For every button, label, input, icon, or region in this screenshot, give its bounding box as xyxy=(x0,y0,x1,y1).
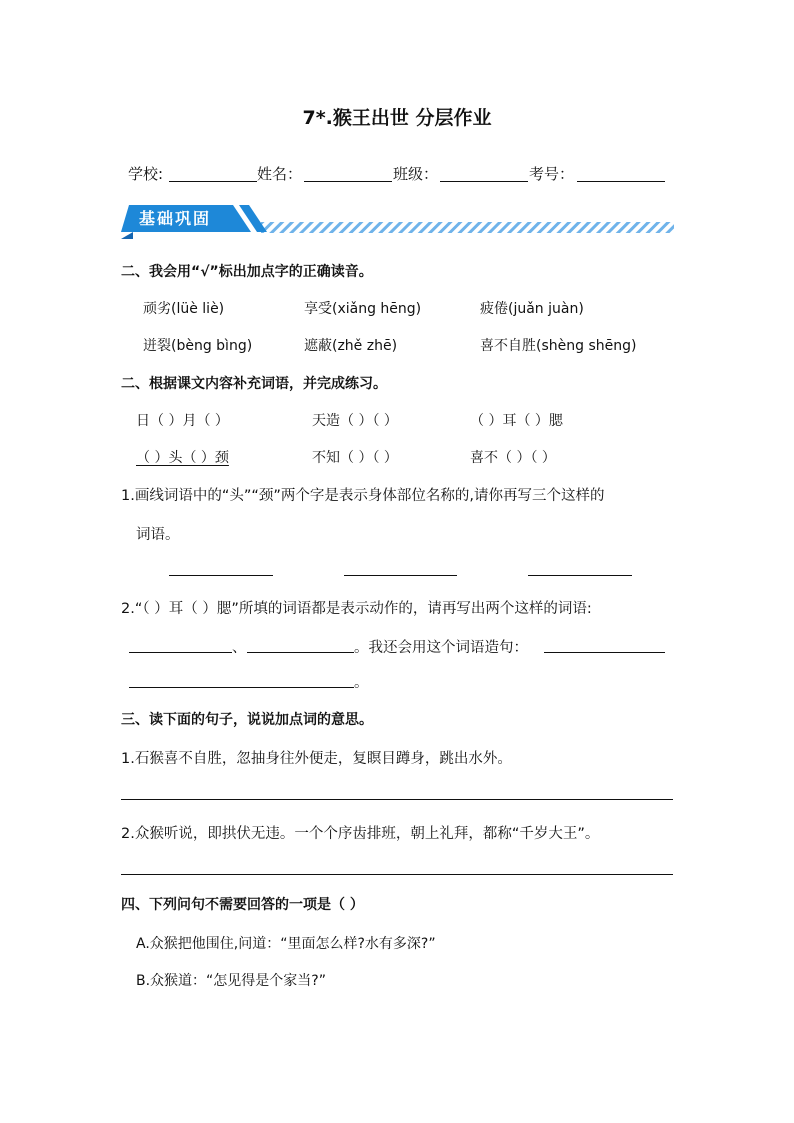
exam-no-blank[interactable] xyxy=(577,181,665,182)
answer-line[interactable] xyxy=(121,874,673,875)
name-blank[interactable] xyxy=(304,181,392,182)
school-label: 学校: xyxy=(128,165,164,183)
q2-heading: 二、根据课文内容补充词语，并完成练习。 xyxy=(121,376,387,392)
q1-item[interactable]: 疲倦(juǎn juàn) xyxy=(480,301,584,317)
answer-blank[interactable] xyxy=(528,575,632,576)
q1-item[interactable]: 遮蔽(zhě zhē) xyxy=(304,338,398,354)
section-banner-label: 基础巩固 xyxy=(139,209,212,228)
school-blank[interactable] xyxy=(169,181,257,182)
sentence-blank[interactable] xyxy=(129,687,354,688)
class-label: 班级： xyxy=(393,165,439,183)
q1-item[interactable]: 迸裂(bèng bìng) xyxy=(143,338,253,354)
q2-sub2-period: 。 xyxy=(354,675,369,691)
name-label: 姓名： xyxy=(257,165,303,183)
q1-heading: 二、我会用“√”标出加点字的正确读音。 xyxy=(121,264,373,280)
q3-heading: 三、读下面的句子，说说加点词的意思。 xyxy=(121,712,373,728)
q2-idiom[interactable]: 喜不（ ）（ ） xyxy=(470,450,556,466)
q2-idiom[interactable]: 日（ ）月（ ） xyxy=(136,413,229,429)
q4-option-b[interactable]: B.众猴道：“怎见得是个家当?” xyxy=(136,973,326,989)
q2-idiom[interactable]: （ ）耳（ ）腮 xyxy=(470,413,563,429)
answer-blank[interactable] xyxy=(129,652,232,653)
q2-sub2-text: 2.“（ ）耳（ ）腮”所填的词语都是表示动作的，请再写出两个这样的词语: xyxy=(121,601,592,617)
answer-blank[interactable] xyxy=(247,652,354,653)
answer-blank[interactable] xyxy=(344,575,457,576)
q1-item[interactable]: 顽劣(lüè liè) xyxy=(143,301,225,317)
q1-item[interactable]: 享受(xiǎng hēng) xyxy=(304,301,422,317)
answer-line[interactable] xyxy=(121,799,673,800)
exam-no-label: 考号： xyxy=(529,165,575,183)
sentence-blank[interactable] xyxy=(544,652,665,653)
class-blank[interactable] xyxy=(440,181,528,182)
q2-sub1-text-cont: 词语。 xyxy=(136,527,180,543)
q3-sentence-1: 1.石猴喜不自胜，忽抽身往外便走，复瞑目蹲身，跳出水外。 xyxy=(121,751,512,767)
answer-blank[interactable] xyxy=(169,575,273,576)
q2-sub1-text: 1.画线词语中的“头”“颈”两个字是表示身体部位名称的,请你再写三个这样的 xyxy=(121,488,605,504)
q2-idiom[interactable]: 天造（ ）（ ） xyxy=(312,413,398,429)
q2-sub2-separator: 、 xyxy=(232,640,247,656)
q2-idiom[interactable]: 不知（ ）（ ） xyxy=(312,450,398,466)
page-title: 7*.猴王出世 分层作业 xyxy=(302,107,492,129)
q2-idiom-underlined[interactable]: （ ）头（ ）颈 xyxy=(136,450,229,466)
section-banner xyxy=(121,203,674,239)
q2-sub2-prompt: 。我还会用这个词语造句： xyxy=(354,640,528,656)
q4-option-a[interactable]: A.众猴把他围住,问道：“里面怎么样?水有多深?” xyxy=(136,936,436,952)
q1-item[interactable]: 喜不自胜(shèng shēng) xyxy=(480,338,637,354)
q3-sentence-2: 2.众猴听说，即拱伏无违。一个个序齿排班，朝上礼拜，都称“千岁大王”。 xyxy=(121,826,600,842)
q4-heading: 四、下列问句不需要回答的一项是（ ） xyxy=(121,897,364,913)
